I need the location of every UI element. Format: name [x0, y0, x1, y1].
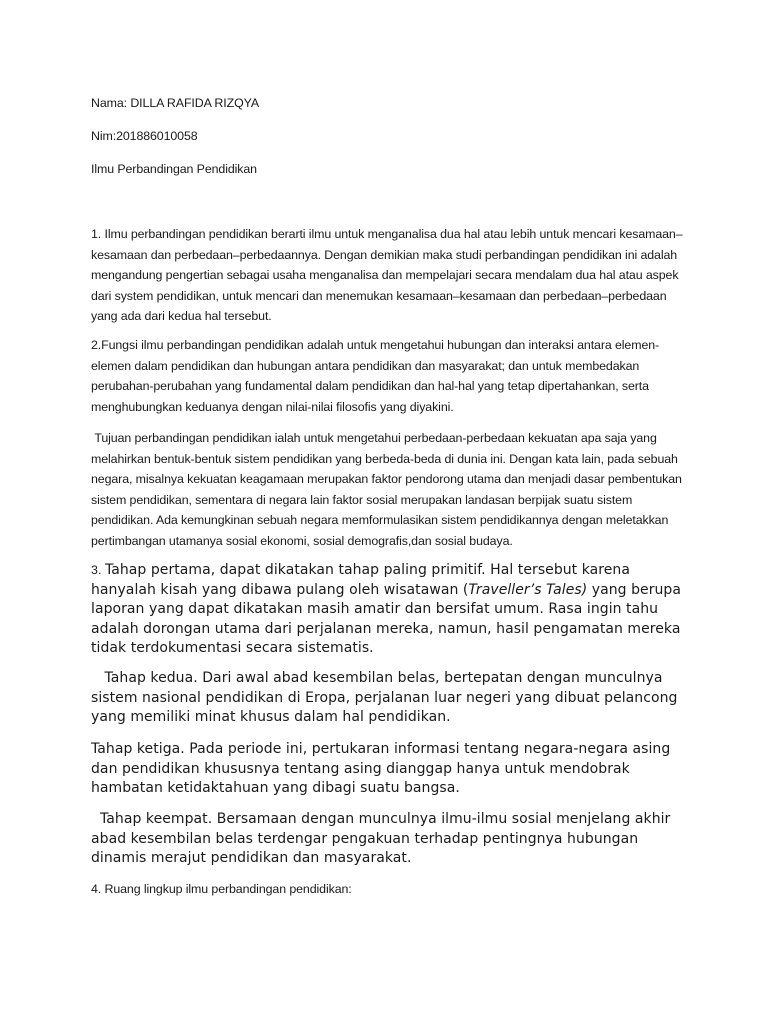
paragraph-1: 1. Ilmu perbandingan pendidikan berarti ilmu untuk menganalisa dua hal atau lebih untuk mencari kesamaan–kesamaan dan perbedaan–perbedaannya. Dengan demikian maka studi perbandingan pendidikan ini adalah mengandung pengertian sebagai usaha menganalisa dan mempelajari secara mendalam dua hal atau aspek dari system pendidikan, untuk mencari dan menemukan kesamaan–kesamaan dan perbedaan–perbedaan yang ada dari kedua hal tersebut.: [91, 227, 683, 323]
student-nim: Nim:201886010058: [91, 129, 198, 143]
paragraph-tujuan: Tujuan perbandingan pendidikan ialah untuk mengetahui perbedaan-perbedaan kekuatan apa saja yang melahirkan bentuk-bentuk sistem pendidikan yang berbeda-beda di dunia ini. Dengan kata lain, pada sebuah negara, misalnya kekuatan keagamaan merupakan faktor pendorong utama dan menjadi dasar pembentukan sistem pendidikan, sementara di negara lain faktor sosial merupakan landasan berpijak suatu sistem pendidikan. Ada kemungkinan sebuah negara memformulasikan sistem pendidikannya dengan meletakkan pertimbangan utamanya sosial ekonomi, sosial demografis,dan sosial budaya.: [91, 431, 686, 548]
paragraph-3-italic: Traveller’s Tales): [468, 581, 588, 598]
paragraph-2: 2.Fungsi ilmu perbandingan pendidikan adalah untuk mengetahui hubungan dan interaksi antara elemen-elemen dalam pendidikan dan hubungan antara pendidikan dan masyarakat; dan untuk membedakan perubahan-perubahan yang fundamental dalam pendidikan dan hal-hal yang tetap dipertahankan, serta menghubungkan keduanya dengan nilai-nilai filosofis yang diyakini.: [91, 338, 660, 414]
paragraph-3-text-b: yang berupa laporan yang dapat dikatakan masih amatir dan bersifat umum. Rasa ingin tahu adalah dorongan utama dari perjalanan mereka, namun, hasil pengamatan mereka tidak terdokumentasi secara sistematis.: [91, 581, 682, 656]
paragraph-3-text-a: Tahap pertama, dapat dikatakan tahap paling primitif. Hal tersebut karena hanyalah kisah yang dibawa pulang oleh wisatawan (: [91, 562, 630, 598]
student-name: Nama: DILLA RAFIDA RIZQYA: [91, 96, 260, 110]
paragraph-3-number: 3.: [91, 563, 105, 577]
paragraph-tahap-keempat: Tahap keempat. Bersamaan dengan munculnya ilmu-ilmu sosial menjelang akhir abad kesembilan belas terdengar pengakuan terhadap pentingnya hubungan dinamis merajut pendidikan dan masyarakat.: [91, 811, 675, 866]
paragraph-4: 4. Ruang lingkup ilmu perbandingan pendidikan:: [91, 882, 352, 896]
paragraph-tahap-kedua: Tahap kedua. Dari awal abad kesembilan belas, bertepatan dengan munculnya sistem nasional pendidikan di Eropa, perjalanan luar negeri yang dibuat pelancong yang memiliki minat khusus dalam hal pendidikan.: [91, 670, 682, 725]
course-title: Ilmu Perbandingan Pendidikan: [91, 162, 257, 176]
paragraph-tahap-ketiga: Tahap ketiga. Pada periode ini, pertukaran informasi tentang negara-negara asing dan pendidikan khususnya tentang asing dianggap hanya untuk mendobrak hambatan ketidaktahuan yang dibagi suatu bangsa.: [91, 741, 671, 796]
paragraph-3: [91, 561, 691, 659]
